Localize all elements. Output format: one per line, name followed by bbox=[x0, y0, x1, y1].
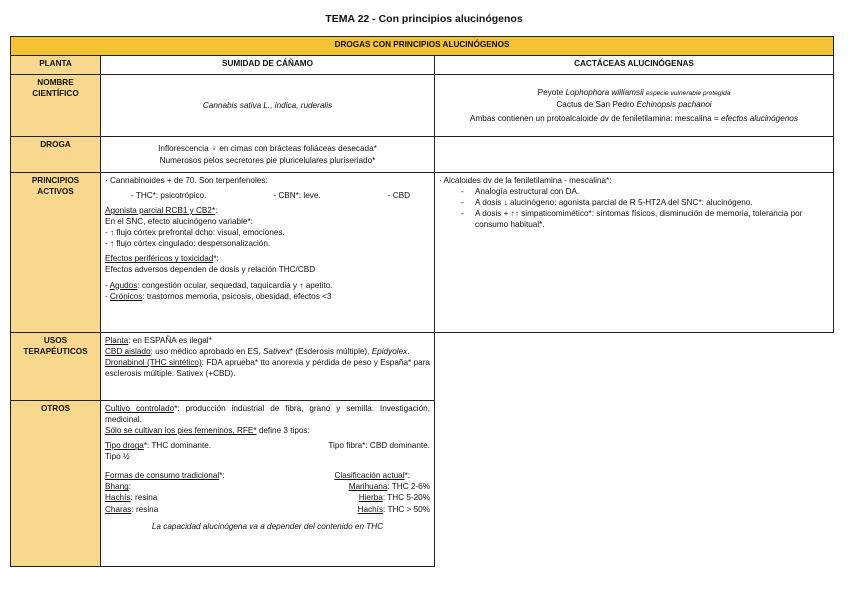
peyote-note: especie vulnerable protegida bbox=[646, 89, 731, 97]
cactus-name: Echinopsis pachanoi bbox=[636, 99, 712, 109]
cbd-item: - CBD bbox=[387, 191, 410, 201]
scientific-name-cannabis: Cannabis sativa L., indica, ruderalis bbox=[202, 100, 333, 110]
dronabinol-text: : FDA aprueba* tto anorexia y pérdida de peso y España* para esclerosis múltiple. Sativex (+CBD). bbox=[105, 358, 430, 379]
agonista-tail: : bbox=[215, 206, 218, 216]
agudos-line: - Agudos: congestión ocular, sequedad, taquicardia y ↑ apetito. bbox=[105, 280, 333, 290]
cact-effects-list bbox=[439, 186, 829, 230]
row-nombre bbox=[11, 75, 834, 137]
ambas-line bbox=[439, 113, 829, 124]
row-label-usos: USOS TERAPÉUTICOS bbox=[11, 333, 101, 401]
charas-tail: : resina bbox=[131, 504, 159, 514]
cronicos-text: : trastornos memoria, psicosis, obesidad, efectos <3 bbox=[142, 291, 332, 301]
consumo-row-2 bbox=[105, 492, 430, 503]
page-title: TEMA 22 - Con principios alucinógenos bbox=[325, 13, 523, 25]
cell-droga-canamo bbox=[101, 137, 435, 173]
planta-label: Planta bbox=[105, 336, 129, 345]
dronabinol-label: Dronabinol (THC sintético) bbox=[105, 358, 202, 368]
peyote-line bbox=[439, 87, 829, 99]
marihuana-tail: : THC 2-6% bbox=[387, 482, 430, 492]
tipo-droga-text: *: THC dominante. bbox=[143, 441, 212, 451]
agonista-label: Agonista parcial RCB1 y CB2* bbox=[105, 206, 216, 216]
agudos-label: Agudos bbox=[109, 280, 138, 290]
cell-nombre-canamo bbox=[101, 75, 435, 137]
cell-droga-cactaceas bbox=[435, 137, 834, 173]
tipo-droga-label: Tipo droga bbox=[105, 441, 144, 451]
charas-label: Charas bbox=[105, 504, 132, 514]
capacidad-note: La capacidad alucinógena va a depender del contenido en THC bbox=[151, 521, 384, 531]
bhang-label: Bhang bbox=[105, 482, 129, 492]
formas-label: Formas de consumo tradicional bbox=[105, 471, 220, 481]
cbd-text-2: * (Esderosis múltiple), bbox=[289, 347, 372, 357]
cell-principios-cactaceas bbox=[435, 173, 834, 333]
solo-label: Sólo se cultivan los pies femeninos, RFE* bbox=[105, 426, 257, 436]
hachis-2-tail: : THC > 50% bbox=[383, 504, 430, 514]
planta-line bbox=[105, 335, 430, 346]
thc-cbn-cbd-line bbox=[105, 190, 430, 201]
cannabinoides-line: · Cannabinoides + de 70. Son terpenfenoles: bbox=[105, 176, 268, 185]
peyote-name: Lophophora williamsii bbox=[565, 87, 644, 97]
cbd-line bbox=[105, 346, 430, 357]
row-label-droga: DROGA bbox=[11, 137, 101, 173]
cell-nombre-cactaceas bbox=[435, 75, 834, 137]
hachis-label: Hachís bbox=[105, 493, 131, 503]
column-header-planta: PLANTA bbox=[11, 56, 101, 75]
marihuana-label: Marihuana bbox=[348, 482, 388, 492]
consumo-row-3 bbox=[105, 504, 430, 515]
thc-item: - THC*: psicotrópico. bbox=[131, 191, 207, 201]
row-label-nombre: NOMBRE CIENTÍFICO bbox=[11, 75, 101, 137]
list-item: - Analogía estructural con DA. bbox=[475, 186, 829, 197]
flujo-line-2: - ↑ flujo córtex cingulado: despersonalización. bbox=[105, 239, 271, 249]
tipo-fibra-text: Tipo fibra*: CBD dominante. bbox=[328, 441, 430, 451]
hachis-tail: : resina bbox=[130, 493, 158, 503]
efectos-label: Efectos periféricos y toxicidad bbox=[105, 254, 214, 264]
cbd-end: . bbox=[407, 347, 410, 357]
row-otros bbox=[11, 401, 834, 567]
list-item: - A dosis + ↑↑ simpaticomimético*: síntomas físicos, disminución de memoria, tolerancia por consumo habitual*. bbox=[475, 208, 829, 230]
cultivo-line bbox=[105, 403, 430, 425]
cell-principios-canamo bbox=[101, 173, 435, 333]
bhang-tail: : bbox=[128, 482, 131, 492]
ambas-italic: efectos alucinógenos bbox=[721, 113, 798, 123]
column-header-cactaceas: CACTÁCEAS ALUCINÓGENAS bbox=[435, 56, 834, 75]
efectos-line bbox=[105, 253, 430, 264]
table-banner: DROGAS CON PRINCIPIOS ALUCINÓGENOS bbox=[11, 37, 834, 56]
cactus-line bbox=[439, 99, 829, 110]
formas-clasif-header bbox=[105, 470, 430, 481]
cronicos-line: - Crónicos: trastornos memoria, psicosis, obesidad, efectos <3 bbox=[105, 291, 332, 301]
tipos-line bbox=[105, 440, 430, 451]
solo-line bbox=[105, 425, 430, 436]
cbn-item: - CBN*: leve. bbox=[273, 191, 321, 201]
sativex-name: Sativex bbox=[262, 347, 290, 357]
cbd-text: : uso médico aprobado en ES, bbox=[150, 347, 263, 357]
cell-otros-cactaceas bbox=[435, 401, 834, 567]
agudos-text: : congestión ocular, sequedad, taquicardia y ↑ apetito. bbox=[137, 280, 333, 290]
peyote-prefix: Peyote bbox=[537, 87, 566, 97]
ambas-text: Ambas contienen un protoalcaloide dv de feniletilamina: mescalina = bbox=[470, 113, 722, 123]
solo-tail: define 3 tipos: bbox=[256, 426, 310, 436]
planta-text: : en ESPAÑA es ilegal* bbox=[128, 336, 212, 345]
tipo-half-line: Tipo ½ bbox=[105, 452, 130, 462]
dronabinol-line bbox=[105, 357, 430, 379]
banner-row bbox=[11, 37, 834, 56]
droga-line-1: Inflorescencia ♀ en cimas con brácteas foliáceas desecada* bbox=[158, 144, 377, 154]
clasif-label: Clasificación actual bbox=[334, 471, 405, 481]
hierba-label: Hierba bbox=[358, 493, 383, 503]
snc-line: En el SNC, efecto alucinógeno variable*: bbox=[105, 217, 253, 227]
column-header-row bbox=[11, 56, 834, 75]
row-label-principios: PRINCIPIOS ACTIVOS bbox=[11, 173, 101, 333]
agonista-line bbox=[105, 205, 430, 216]
clasif-tail: *: bbox=[404, 471, 410, 481]
cronicos-label: Crónicos bbox=[110, 291, 143, 301]
consumo-row-1 bbox=[105, 481, 430, 492]
efectos-tail: *: bbox=[213, 254, 219, 264]
droga-line-2: Numerosos pelos secretores pie pluricelulares pluriseriado* bbox=[159, 155, 376, 165]
cultivo-text: *: producción industrial de fibra, grano y semilla. Investigación, medicinal. bbox=[105, 404, 430, 425]
hierba-tail: : THC 5-20% bbox=[382, 493, 430, 503]
row-principios bbox=[11, 173, 834, 333]
cell-otros-canamo bbox=[101, 401, 435, 567]
cbd-label: CBD aislado bbox=[105, 347, 151, 357]
column-header-canamo: SUMIDAD DE CÁÑAMO bbox=[101, 56, 435, 75]
row-label-otros: OTROS bbox=[11, 401, 101, 567]
cell-usos-cactaceas bbox=[435, 333, 834, 401]
cell-usos-canamo bbox=[101, 333, 435, 401]
epidyolex-name: Epidyolex bbox=[371, 347, 408, 357]
flujo-line-1: - ↑ flujo córtex prefrontal dcho: visual, emociones. bbox=[105, 228, 285, 238]
drugs-table bbox=[10, 36, 834, 567]
cultivo-label: Cultivo controlado bbox=[105, 404, 175, 413]
list-item: - A dosis ↓ alucinógeno: agonista parcial de R 5-HT2A del SNC*: alucinógeno. bbox=[475, 197, 829, 208]
hachis-2-label: Hachís bbox=[357, 504, 384, 514]
formas-tail: *: bbox=[219, 471, 225, 481]
adversos-line: Efectos adversos dependen de dosis y relación THC/CBD bbox=[105, 265, 316, 275]
cactus-prefix: Cactus de San Pedro bbox=[556, 99, 637, 109]
cact-intro-line: · Alcaloides dv de la feniletilamina - mescalina*: bbox=[439, 176, 612, 185]
row-usos bbox=[11, 333, 834, 401]
row-droga bbox=[11, 137, 834, 173]
